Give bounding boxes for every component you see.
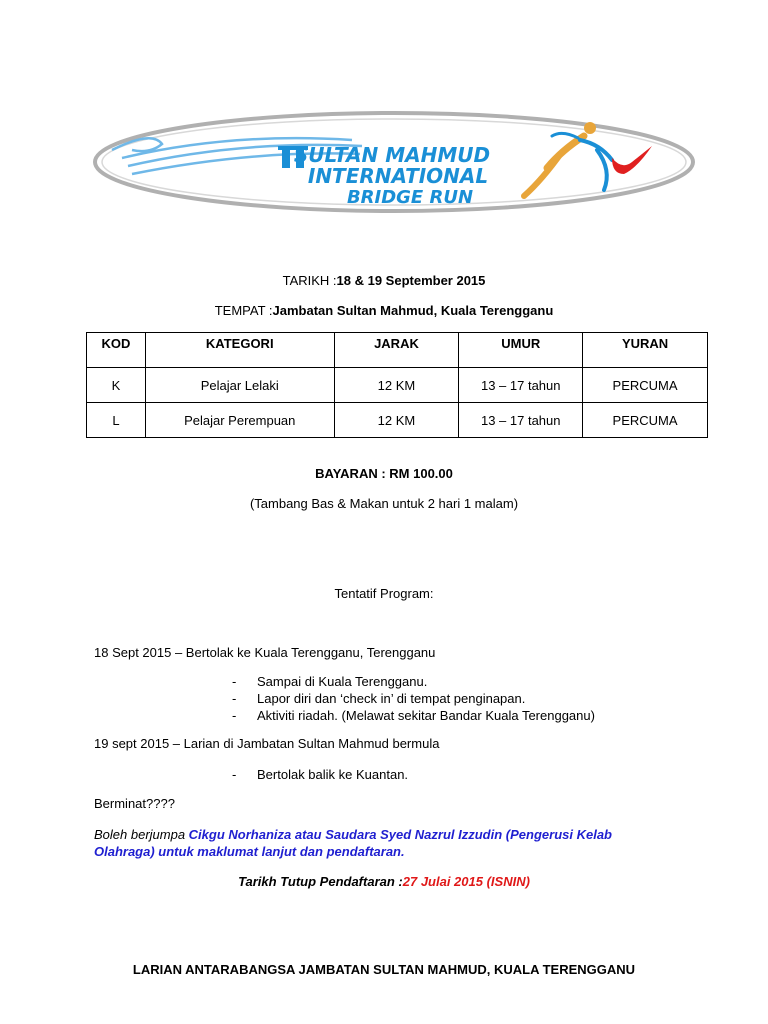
day2-list [232, 766, 408, 783]
event-venue [0, 303, 768, 318]
list-item: - Lapor diri dan ‘check in’ di tempat penginapan. [232, 690, 595, 707]
payment-line [0, 466, 768, 481]
table-header-row [87, 333, 708, 368]
header-yuran: YURAN [583, 333, 708, 368]
contact-highlight-1: Cikgu Norhaniza atau Saudara Syed Nazrul Izzudin (Pengerusi Kelab [188, 827, 612, 842]
payment-value: RM 100.00 [389, 466, 453, 481]
closing-label: Tarikh Tutup Pendaftaran : [238, 874, 403, 889]
day1-heading: 18 Sept 2015 – Bertolak ke Kuala Terengganu, Terengganu [94, 645, 436, 660]
contact-prefix: Boleh berjumpa [94, 827, 189, 842]
cell-kod: L [87, 403, 146, 438]
date-value: 18 & 19 September 2015 [336, 273, 486, 288]
cell-umur: 13 – 17 tahun [459, 403, 583, 438]
cell-kod: K [87, 368, 146, 403]
event-date [0, 273, 768, 288]
logo-line-1: SULTAN MAHMUD [293, 143, 491, 167]
list-item: - Sampai di Kuala Terengganu. [232, 673, 595, 690]
header-jarak: JARAK [334, 333, 459, 368]
cell-kategori: Pelajar Perempuan [145, 403, 334, 438]
date-label: TARIKH : [282, 273, 337, 288]
logo-line-2: INTERNATIONAL [307, 164, 489, 188]
cell-kategori: Pelajar Lelaki [145, 368, 334, 403]
footer-title: LARIAN ANTARABANGSA JAMBATAN SULTAN MAHMUD, KUALA TERENGGANU [132, 962, 636, 977]
table-row [87, 368, 708, 403]
table-row [87, 403, 708, 438]
payment-label: BAYARAN : [315, 466, 390, 481]
cell-jarak: 12 KM [334, 403, 459, 438]
payment-note: (Tambang Bas & Makan untuk 2 hari 1 malam) [249, 496, 519, 511]
interest-text: Berminat???? [94, 796, 175, 811]
category-table [86, 332, 708, 438]
day2-heading: 19 sept 2015 – Larian di Jambatan Sultan Mahmud bermula [94, 736, 440, 751]
closing-date [0, 874, 768, 889]
contact-highlight-2: Olahraga) untuk maklumat lanjut dan pendaftaran. [94, 844, 405, 859]
header-kod: KOD [87, 333, 146, 368]
program-title: Tentatif Program: [334, 586, 434, 601]
list-item: - Bertolak balik ke Kuantan. [232, 766, 408, 783]
venue-value: Jambatan Sultan Mahmud, Kuala Terengganu [272, 303, 554, 318]
day1-list [232, 673, 595, 724]
cell-yuran: PERCUMA [583, 368, 708, 403]
header-kategori: KATEGORI [145, 333, 334, 368]
closing-value: 27 Julai 2015 (ISNIN) [402, 874, 530, 889]
list-item: - Aktiviti riadah. (Melawat sekitar Bandar Kuala Terengganu) [232, 707, 595, 724]
logo-line-3: BRIDGE RUN [346, 187, 474, 208]
venue-label: TEMPAT : [214, 303, 273, 318]
cell-jarak: 12 KM [334, 368, 459, 403]
contact-text [94, 826, 694, 860]
header-umur: UMUR [459, 333, 583, 368]
event-logo [92, 110, 696, 214]
cell-umur: 13 – 17 tahun [459, 368, 583, 403]
cell-yuran: PERCUMA [583, 403, 708, 438]
